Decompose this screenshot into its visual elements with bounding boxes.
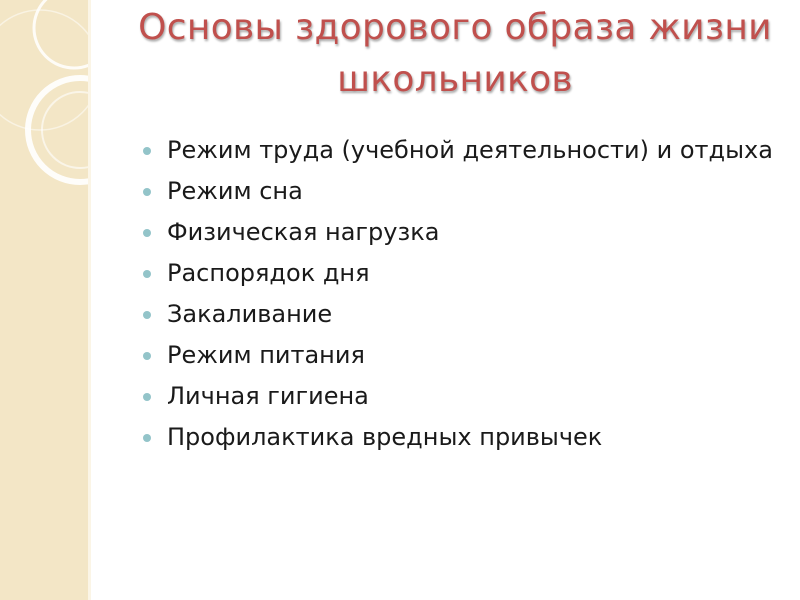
- list-item-text: Режим труда (учебной деятельности) и отдыха: [167, 136, 773, 164]
- bullet-dot-icon: [143, 229, 151, 237]
- list-item-text: Личная гигиена: [167, 382, 369, 410]
- list-item-text: Закаливание: [167, 300, 333, 328]
- decorative-rings-graphic: [0, 0, 88, 600]
- list-item-text: Физическая нагрузка: [167, 218, 440, 246]
- list-item: [143, 216, 783, 249]
- list-item: [143, 421, 783, 454]
- bullet-dot-icon: [143, 352, 151, 360]
- list-item: [143, 175, 783, 208]
- bullet-dot-icon: [143, 393, 151, 401]
- bullet-list: [143, 134, 783, 462]
- slide-title: Основы здорового образа жизни школьников: [138, 7, 772, 100]
- bullet-dot-icon: [143, 270, 151, 278]
- bullet-dot-icon: [143, 311, 151, 319]
- bullet-dot-icon: [143, 188, 151, 196]
- list-item: [143, 134, 783, 167]
- list-item-text: Распорядок дня: [167, 259, 370, 287]
- side-decor-band: [0, 0, 88, 600]
- list-item: [143, 339, 783, 372]
- bullet-dot-icon: [143, 434, 151, 442]
- bullet-dot-icon: [143, 147, 151, 155]
- list-item-text: Режим питания: [167, 341, 365, 369]
- list-item-text: Профилактика вредных привычек: [167, 423, 603, 451]
- list-item: [143, 298, 783, 331]
- list-item-text: Режим сна: [167, 177, 303, 205]
- list-item: [143, 380, 783, 413]
- side-band-edge: [88, 0, 91, 600]
- list-item: [143, 257, 783, 290]
